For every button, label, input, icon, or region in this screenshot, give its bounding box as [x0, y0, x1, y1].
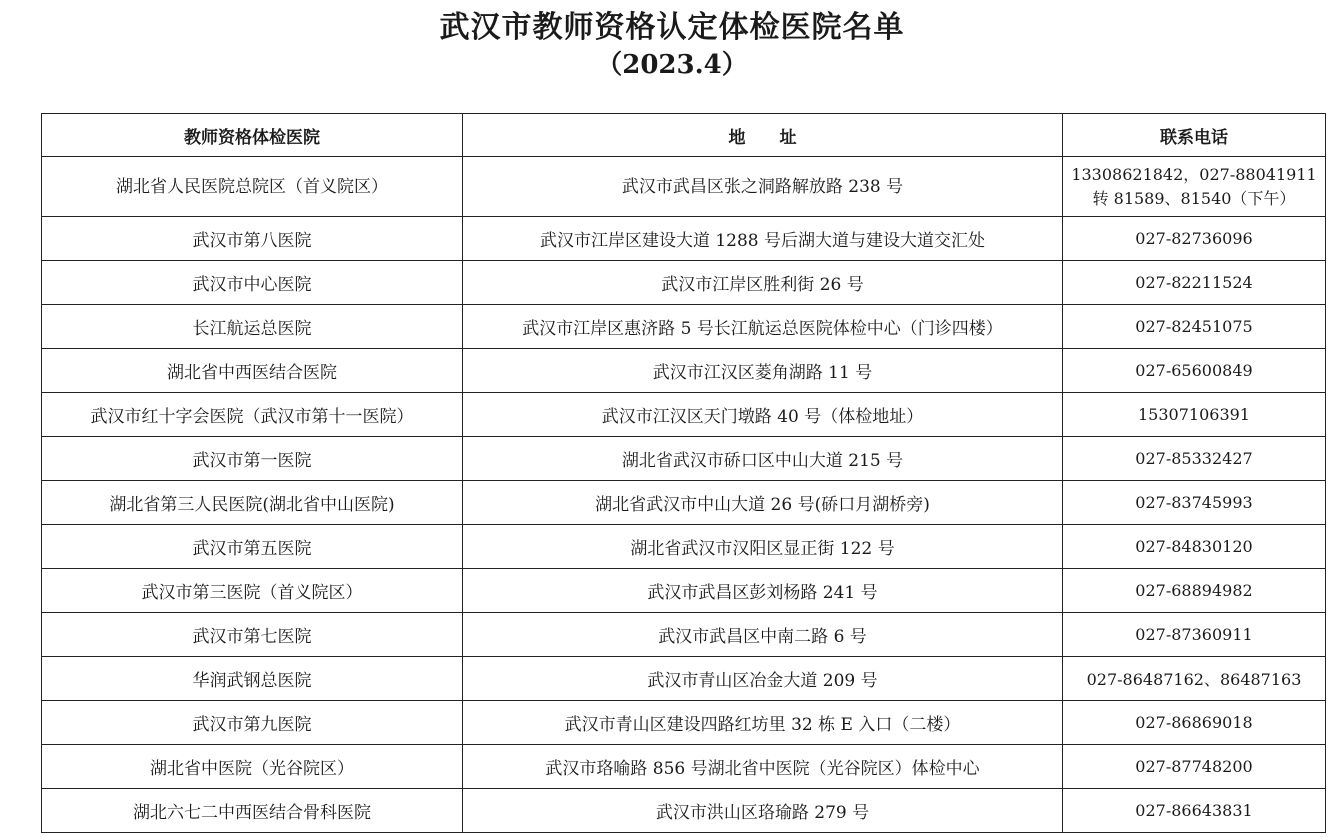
phone-line: 027-86643831: [1135, 801, 1253, 820]
cell-hospital: 武汉市第八医院: [42, 217, 463, 261]
table-row: [42, 349, 1326, 393]
phone-line: 15307106391: [1138, 405, 1250, 424]
cell-phone: [1063, 217, 1326, 261]
cell-address: 湖北省武汉市硚口区中山大道 215 号: [463, 437, 1063, 481]
table-row: [42, 701, 1326, 745]
cell-hospital: 武汉市中心医院: [42, 261, 463, 305]
cell-address: 武汉市洪山区珞瑜路 279 号: [463, 789, 1063, 833]
phone-line: 13308621842，027-88041911: [1071, 164, 1317, 184]
phone-line: 027-65600849: [1135, 361, 1253, 380]
table-row: [42, 745, 1326, 789]
phone-line: 转 81589、81540（下午）: [1092, 188, 1296, 208]
phone-line: 027-87360911: [1135, 625, 1253, 644]
cell-phone: [1063, 261, 1326, 305]
table-row: [42, 481, 1326, 525]
header-phone: 联系电话: [1063, 114, 1326, 157]
phone-line: 027-87748200: [1135, 757, 1253, 776]
page-subtitle: （2023.4）: [596, 50, 748, 80]
cell-phone: [1063, 525, 1326, 569]
cell-hospital: 武汉市第九医院: [42, 701, 463, 745]
cell-hospital: 湖北省中医院（光谷院区）: [42, 745, 463, 789]
cell-hospital: 武汉市第一医院: [42, 437, 463, 481]
phone-line: 027-86869018: [1135, 713, 1253, 732]
cell-phone: [1063, 157, 1326, 217]
phone-line: 027-68894982: [1135, 581, 1253, 600]
phone-line: 027-82211524: [1135, 273, 1253, 292]
cell-address: 武汉市江汉区菱角湖路 11 号: [463, 349, 1063, 393]
table-row: [42, 261, 1326, 305]
hospital-table: [41, 113, 1326, 833]
cell-address: 武汉市武昌区中南二路 6 号: [463, 613, 1063, 657]
cell-address: 武汉市江岸区惠济路 5 号长江航运总医院体检中心（门诊四楼）: [463, 305, 1063, 349]
cell-hospital: 湖北省中西医结合医院: [42, 349, 463, 393]
cell-phone: [1063, 789, 1326, 833]
cell-phone: [1063, 745, 1326, 789]
cell-address: 武汉市青山区建设四路红坊里 32 栋 E 入口（二楼）: [463, 701, 1063, 745]
cell-phone: [1063, 569, 1326, 613]
table-row: [42, 613, 1326, 657]
table-row: [42, 437, 1326, 481]
page-title: 武汉市教师资格认定体检医院名单: [439, 10, 905, 45]
cell-address: 湖北省武汉市汉阳区显正街 122 号: [463, 525, 1063, 569]
cell-phone: [1063, 701, 1326, 745]
cell-phone: [1063, 437, 1326, 481]
table-row: [42, 525, 1326, 569]
phone-line: 027-82736096: [1135, 229, 1253, 248]
cell-hospital: 武汉市第七医院: [42, 613, 463, 657]
table-row: [42, 789, 1326, 833]
hospital-table-container: [41, 113, 1325, 833]
cell-address: 武汉市珞喻路 856 号湖北省中医院（光谷院区）体检中心: [463, 745, 1063, 789]
phone-line: 027-85332427: [1135, 449, 1253, 468]
cell-address: 武汉市江汉区天门墩路 40 号（体检地址）: [463, 393, 1063, 437]
cell-address: 湖北省武汉市中山大道 26 号(硚口月湖桥旁): [463, 481, 1063, 525]
cell-phone: [1063, 305, 1326, 349]
cell-hospital: 湖北省第三人民医院(湖北省中山医院): [42, 481, 463, 525]
cell-hospital: 武汉市红十字会医院（武汉市第十一医院）: [42, 393, 463, 437]
table-row: [42, 657, 1326, 701]
phone-line: 027-84830120: [1135, 537, 1253, 556]
phone-line: 027-82451075: [1135, 317, 1253, 336]
cell-phone: [1063, 393, 1326, 437]
table-row: [42, 157, 1326, 217]
cell-hospital: 武汉市第三医院（首义院区）: [42, 569, 463, 613]
cell-hospital: 长江航运总医院: [42, 305, 463, 349]
cell-hospital: 华润武钢总医院: [42, 657, 463, 701]
cell-hospital: 湖北六七二中西医结合骨科医院: [42, 789, 463, 833]
cell-address: 武汉市武昌区彭刘杨路 241 号: [463, 569, 1063, 613]
cell-address: 武汉市青山区冶金大道 209 号: [463, 657, 1063, 701]
cell-phone: [1063, 349, 1326, 393]
table-row: [42, 217, 1326, 261]
table-body: [42, 157, 1326, 833]
cell-hospital: 湖北省人民医院总院区（首义院区）: [42, 157, 463, 217]
table-row: [42, 305, 1326, 349]
cell-address: 武汉市江岸区建设大道 1288 号后湖大道与建设大道交汇处: [463, 217, 1063, 261]
table-header-row: [42, 114, 1326, 157]
phone-line: 027-83745993: [1135, 493, 1253, 512]
header-address: 地 址: [463, 114, 1063, 157]
cell-phone: [1063, 613, 1326, 657]
header-hospital: 教师资格体检医院: [42, 114, 463, 157]
cell-address: 武汉市武昌区张之洞路解放路 238 号: [463, 157, 1063, 217]
cell-phone: [1063, 481, 1326, 525]
cell-phone: [1063, 657, 1326, 701]
cell-hospital: 武汉市第五医院: [42, 525, 463, 569]
phone-line: 027-86487162、86487163: [1086, 670, 1302, 689]
cell-address: 武汉市江岸区胜利街 26 号: [463, 261, 1063, 305]
table-row: [42, 393, 1326, 437]
table-row: [42, 569, 1326, 613]
